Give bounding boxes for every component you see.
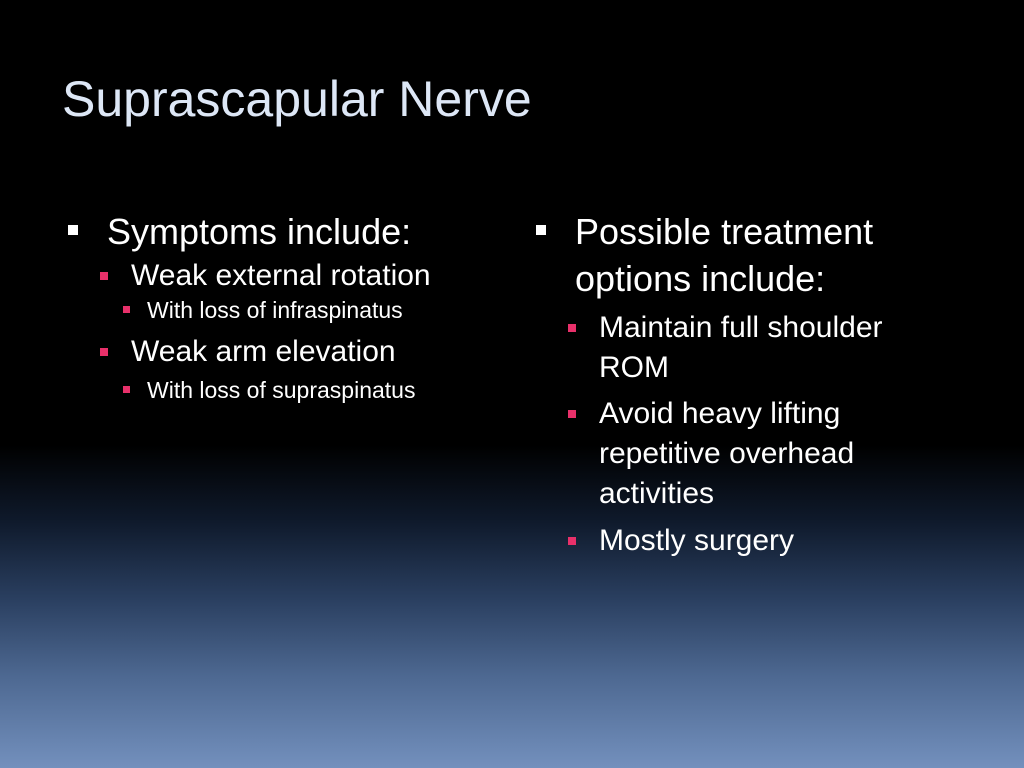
treatment-item-text: Avoid heavy lifting repetitive overhead activities xyxy=(599,397,855,510)
symptoms-heading xyxy=(68,208,498,255)
slide-title: Suprascapular Nerve xyxy=(62,71,532,127)
square-bullet-icon xyxy=(536,225,546,235)
treatment-item xyxy=(568,521,929,561)
symptom-subitem-text: With loss of infraspinatus xyxy=(147,297,403,323)
treatment-item xyxy=(568,308,929,388)
square-bullet-icon xyxy=(100,348,108,356)
square-bullet-icon xyxy=(568,324,576,332)
symptom-subitem xyxy=(123,375,498,405)
symptom-subitem-text: With loss of supraspinatus xyxy=(147,377,416,403)
right-column xyxy=(536,208,956,561)
symptom-item-text: Weak external rotation xyxy=(131,259,431,292)
treatment-heading-text: Possible treatment options include: xyxy=(575,211,874,299)
symptom-subitem xyxy=(123,295,498,325)
square-bullet-icon xyxy=(123,386,130,393)
treatment-item xyxy=(568,394,909,514)
square-bullet-icon xyxy=(100,272,108,280)
square-bullet-icon xyxy=(568,537,576,545)
symptom-item xyxy=(100,256,498,296)
treatment-heading xyxy=(536,208,945,302)
treatment-item-text: Mostly surgery xyxy=(599,524,795,557)
symptoms-heading-text: Symptoms include: xyxy=(107,211,412,252)
symptom-item xyxy=(100,332,498,372)
square-bullet-icon xyxy=(568,410,576,418)
symptom-item-text: Weak arm elevation xyxy=(131,335,396,368)
square-bullet-icon xyxy=(123,306,130,313)
square-bullet-icon xyxy=(68,225,78,235)
left-column xyxy=(68,208,498,405)
treatment-item-text: Maintain full shoulder ROM xyxy=(599,311,883,384)
